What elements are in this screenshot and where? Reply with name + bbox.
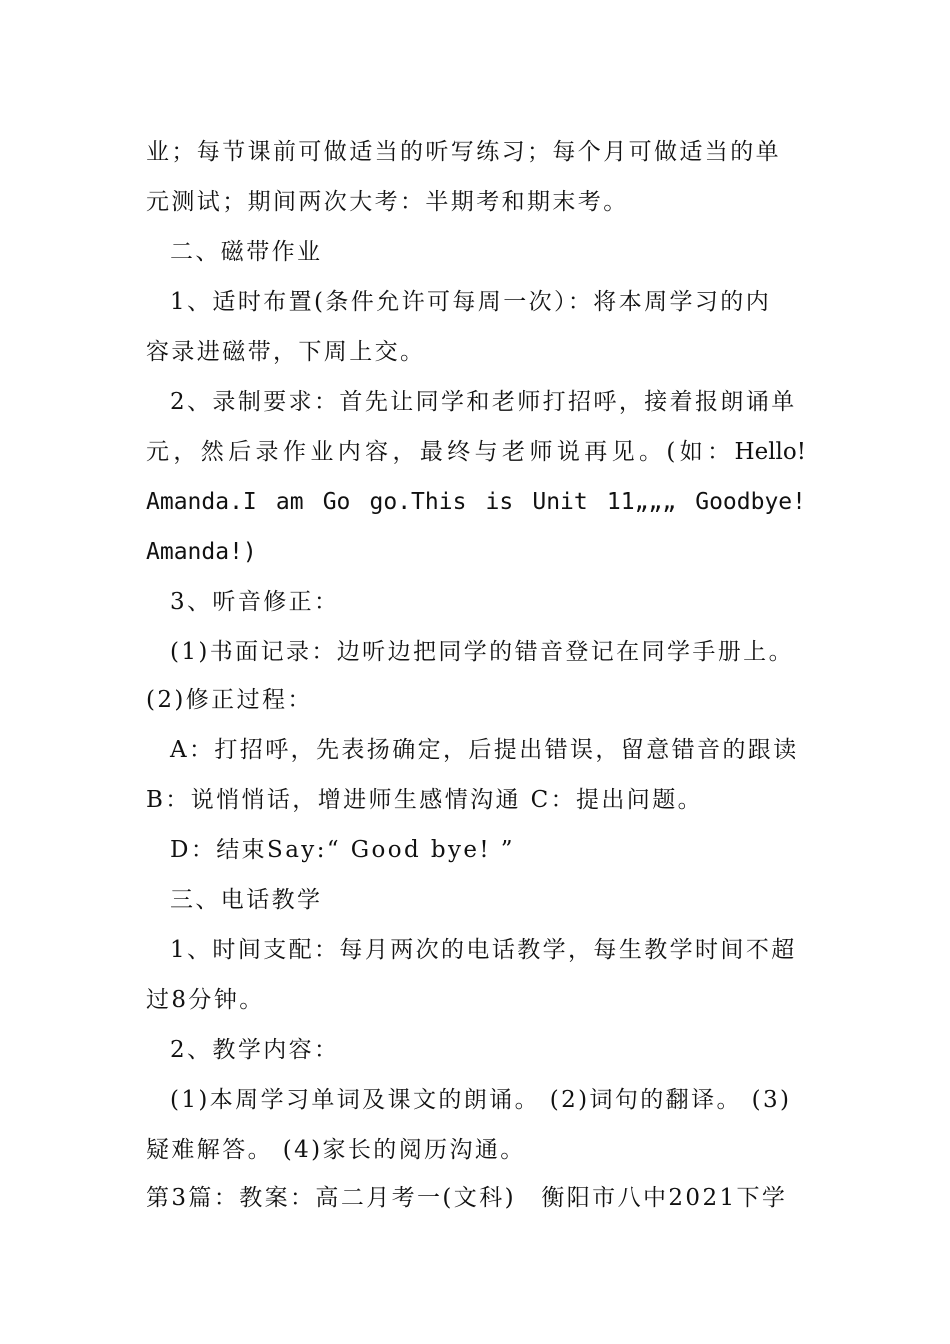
- text-line: 1、时间支配：每月两次的电话教学，每生教学时间不超: [170, 937, 797, 963]
- text-line: D：结束Say:“ Good bye! ”: [170, 837, 515, 863]
- text-line: (1)本周学习单词及课文的朗诵。 (2)词句的翻译。 (3): [170, 1087, 792, 1113]
- text-line: 2、录制要求：首先让同学和老师打招呼，接着报朗诵单: [170, 389, 797, 415]
- text-line: 元，然后录作业内容，最终与老师说再见。(如：Hello!: [146, 439, 806, 465]
- text-line: (2)修正过程：: [146, 687, 313, 713]
- text-line: 元测试；期间两次大考：半期考和期末考。: [146, 189, 629, 215]
- text-line: 2、教学内容：: [170, 1037, 340, 1063]
- text-line: 3、听音修正：: [170, 589, 340, 615]
- text-line: B：说悄悄话，增进师生感情沟通 C：提出问题。: [146, 787, 704, 813]
- text-line: 1、适时布置(条件允许可每周一次）：将本周学习的内: [170, 289, 772, 315]
- text-line: (1)书面记录：边听边把同学的错音登记在同学手册上。: [170, 639, 794, 665]
- text-line: 过8分钟。: [146, 987, 265, 1013]
- section-heading: 二、磁带作业: [170, 239, 323, 265]
- text-line: 疑难解答。 (4)家长的阅历沟通。: [146, 1137, 526, 1163]
- text-line: A：打招呼，先表扬确定，后提出错误，留意错音的跟读: [170, 737, 799, 763]
- text-line: 第3篇：教案：高二月考一(文科) 衡阳市八中2021下学: [146, 1185, 788, 1211]
- text-line: Amanda!): [146, 539, 257, 565]
- text-line: 容录进磁带，下周上交。: [146, 339, 426, 365]
- section-heading: 三、电话教学: [170, 887, 323, 913]
- text-line: 业；每节课前可做适当的听写练习；每个月可做适当的单: [146, 139, 781, 165]
- text-line: Amanda.I am Go go.This is Unit 11„„„ Goodbye!: [146, 489, 806, 515]
